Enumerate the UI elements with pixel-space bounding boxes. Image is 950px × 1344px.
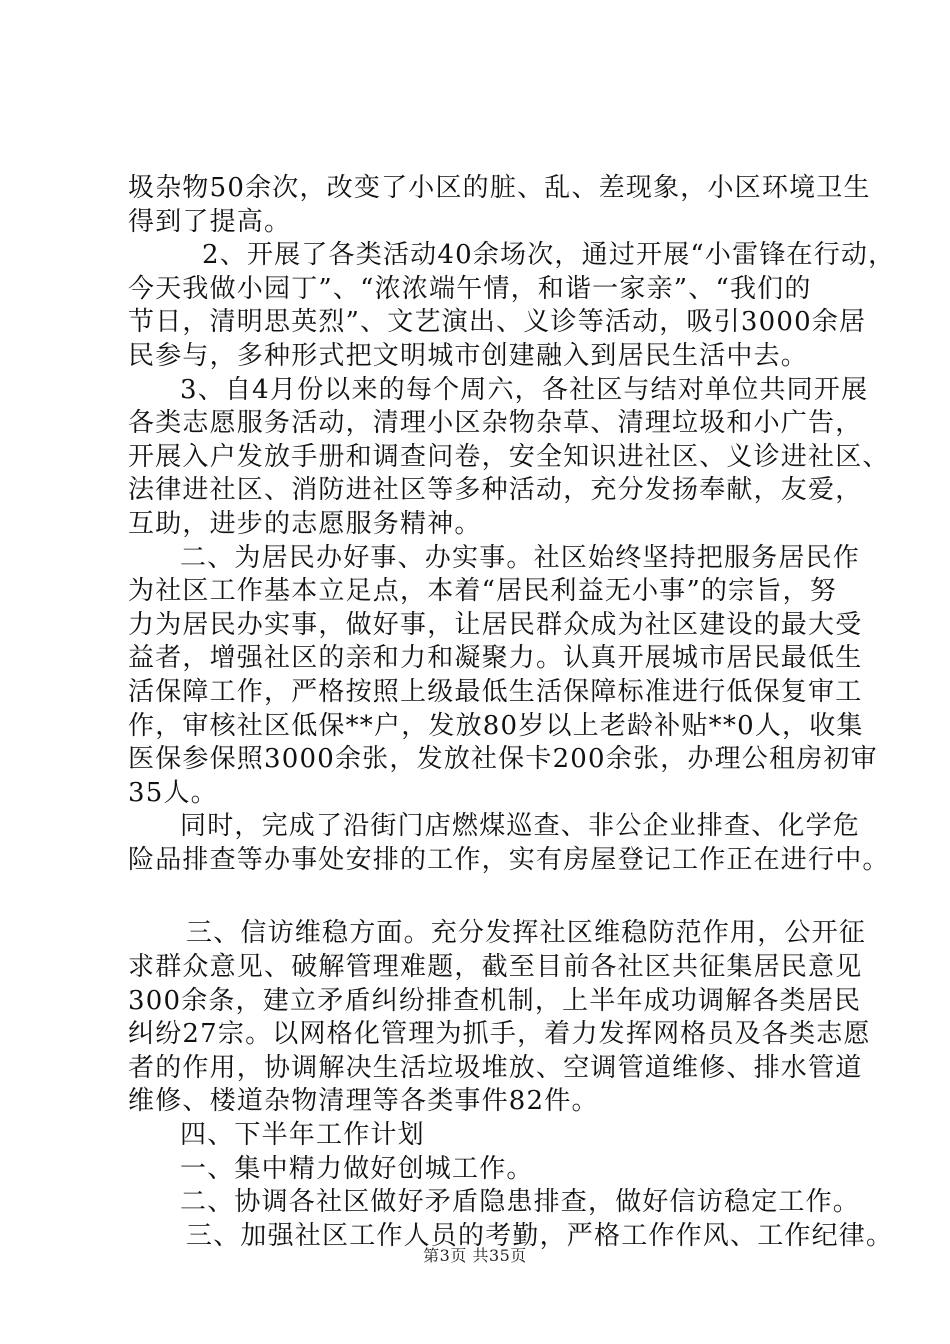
text-line: 开展入户发放手册和调查问卷，安全知识进社区、义诊进社区、 [128, 441, 890, 472]
text-line: 医保参保照3000余张，发放社保卡200余张，办理公租房初审 [128, 744, 878, 775]
text-line: 维修、楼道杂物清理等各类事件82件。 [128, 1086, 599, 1117]
text-line: 活保障工作，严格按照上级最低生活保障标准进行低保复审工 [128, 676, 863, 707]
text-line: 节日，清明思英烈”、文艺演出、义诊等活动，吸引3000余居 [128, 307, 867, 338]
text-line: 300余条，建立矛盾纠纷排查机制，上半年成功调解各类居民 [128, 985, 862, 1016]
text-line: 互助，进步的志愿服务精神。 [128, 508, 482, 539]
text-line: 纠纷27宗。以网格化管理为抓手，着力发挥网格员及各类志愿 [128, 1019, 871, 1050]
text-line: 各类志愿服务活动，清理小区杂物杂草、清理垃圾和小广告， [128, 408, 863, 439]
text-line: 为社区工作基本立足点，本着“居民利益无小事”的宗旨，努 [128, 576, 837, 607]
text-line: 今天我做小园丁”、“浓浓端午情，和谐一家亲”、“我们的 [128, 273, 812, 304]
text-line: 者的作用，协调解决生活垃圾堆放、空调管道维修、排水管道 [128, 1052, 863, 1083]
paragraph-spacer [128, 877, 838, 917]
text-line: 得到了提高。 [128, 206, 292, 237]
text-line: 四、下半年工作计划 [180, 1120, 425, 1151]
text-line: 同时，完成了沿街门店燃煤巡查、非公企业排查、化学危 [180, 811, 861, 842]
text-line: 三、加强社区工作人员的考勤，严格工作作风、工作纪律。 [186, 1220, 894, 1251]
text-line: 力为居民办实事，做好事，让居民群众成为社区建设的最大受 [128, 609, 863, 640]
text-line: 一、集中精力做好创城工作。 [180, 1153, 534, 1184]
text-line: 二、为居民办好事、办实事。社区始终坚持把服务居民作 [180, 542, 861, 573]
text-line: 三、信访维稳方面。充分发挥社区维稳防范作用，公开征 [186, 918, 867, 949]
page-footer: 第3页 共35页 [423, 1246, 527, 1265]
text-line: 求群众意见、破解管理难题，截至目前各社区共征集居民意见 [128, 952, 863, 983]
text-line: 益者，增强社区的亲和力和凝聚力。认真开展城市居民最低生 [128, 643, 863, 674]
document-body [128, 172, 896, 1253]
text-line: 险品排查等办事处安排的工作，实有房屋登记工作正在进行中。 [128, 844, 890, 875]
text-line: 3、自4月份以来的每个周六，各社区与结对单位共同开展 [180, 374, 869, 405]
text-line: 民参与，多种形式把文明城市创建融入到居民生活中去。 [128, 340, 809, 371]
text-line: 二、协调各社区做好矛盾隐患排查，做好信访稳定工作。 [180, 1187, 861, 1218]
text-line: 35人。 [128, 777, 218, 808]
text-line: 作，审核社区低保**户，发放80岁以上老龄补贴**0人，收集 [128, 710, 864, 741]
text-line: 2、开展了各类活动40余场次，通过开展“小雷锋在行动， [202, 240, 896, 271]
text-line: 圾杂物50余次，改变了小区的脏、乱、差现象，小区环境卫生 [128, 173, 871, 203]
text-line: 法律进社区、消防进社区等多种活动，充分发扬奉献，友爱， [128, 475, 863, 506]
